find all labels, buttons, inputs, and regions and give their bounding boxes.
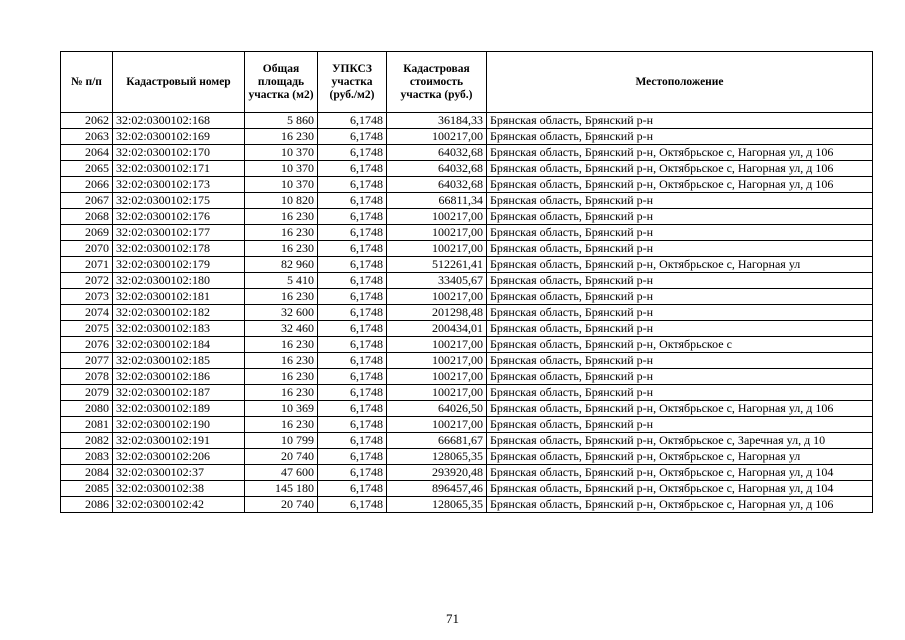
cell-cadastral-number: 32:02:0300102:176 — [113, 209, 245, 225]
cell-location: Брянская область, Брянский р-н — [487, 273, 873, 289]
cell-cadastral-number: 32:02:0300102:42 — [113, 497, 245, 513]
cell-cadastral-number: 32:02:0300102:186 — [113, 369, 245, 385]
cell-rate: 6,1748 — [318, 257, 387, 273]
table-row — [61, 225, 873, 241]
cell-cost: 100217,00 — [387, 385, 487, 401]
cell-cadastral-number: 32:02:0300102:182 — [113, 305, 245, 321]
cell-area: 20 740 — [245, 449, 318, 465]
cell-cadastral-number: 32:02:0300102:179 — [113, 257, 245, 273]
cell-location: Брянская область, Брянский р-н, Октябрьское с, Заречная ул, д 10 — [487, 433, 873, 449]
header-cadastral-number: Кадастровый номер — [113, 52, 245, 113]
cell-rate: 6,1748 — [318, 129, 387, 145]
table-row — [61, 145, 873, 161]
cell-area: 16 230 — [245, 225, 318, 241]
cell-rate: 6,1748 — [318, 177, 387, 193]
cell-area: 16 230 — [245, 241, 318, 257]
cell-num: 2067 — [61, 193, 113, 209]
cell-num: 2079 — [61, 385, 113, 401]
table-row — [61, 401, 873, 417]
cell-area: 16 230 — [245, 385, 318, 401]
cell-cadastral-number: 32:02:0300102:170 — [113, 145, 245, 161]
table-row — [61, 369, 873, 385]
cell-rate: 6,1748 — [318, 369, 387, 385]
cell-cost: 33405,67 — [387, 273, 487, 289]
cell-location: Брянская область, Брянский р-н — [487, 289, 873, 305]
cell-area: 16 230 — [245, 353, 318, 369]
cell-rate: 6,1748 — [318, 385, 387, 401]
cell-cost: 100217,00 — [387, 209, 487, 225]
cell-num: 2068 — [61, 209, 113, 225]
cell-num: 2085 — [61, 481, 113, 497]
cell-rate: 6,1748 — [318, 449, 387, 465]
table-row — [61, 481, 873, 497]
table-row — [61, 417, 873, 433]
cell-area: 16 230 — [245, 209, 318, 225]
cell-location: Брянская область, Брянский р-н — [487, 305, 873, 321]
cell-num: 2063 — [61, 129, 113, 145]
cell-num: 2071 — [61, 257, 113, 273]
cell-cost: 100217,00 — [387, 417, 487, 433]
cell-cadastral-number: 32:02:0300102:177 — [113, 225, 245, 241]
cell-cost: 128065,35 — [387, 497, 487, 513]
cell-location: Брянская область, Брянский р-н, Октябрьское с, Нагорная ул, д 106 — [487, 145, 873, 161]
table-row — [61, 177, 873, 193]
cell-location: Брянская область, Брянский р-н, Октябрьское с, Нагорная ул, д 104 — [487, 481, 873, 497]
cell-area: 5 860 — [245, 113, 318, 129]
cell-area: 145 180 — [245, 481, 318, 497]
cell-location: Брянская область, Брянский р-н, Октябрьское с, Нагорная ул, д 106 — [487, 497, 873, 513]
cell-area: 10 370 — [245, 161, 318, 177]
cell-cadastral-number: 32:02:0300102:171 — [113, 161, 245, 177]
cell-rate: 6,1748 — [318, 353, 387, 369]
cell-cost: 64032,68 — [387, 161, 487, 177]
cell-location: Брянская область, Брянский р-н — [487, 209, 873, 225]
cell-rate: 6,1748 — [318, 321, 387, 337]
cell-cadastral-number: 32:02:0300102:206 — [113, 449, 245, 465]
cell-cost: 100217,00 — [387, 289, 487, 305]
cell-cost: 201298,48 — [387, 305, 487, 321]
cell-rate: 6,1748 — [318, 193, 387, 209]
cell-num: 2086 — [61, 497, 113, 513]
cell-cost: 100217,00 — [387, 369, 487, 385]
cadastral-table — [60, 51, 873, 513]
cell-location: Брянская область, Брянский р-н — [487, 353, 873, 369]
cell-area: 5 410 — [245, 273, 318, 289]
cell-area: 10 369 — [245, 401, 318, 417]
cell-cadastral-number: 32:02:0300102:169 — [113, 129, 245, 145]
cell-cost: 64032,68 — [387, 145, 487, 161]
table-row — [61, 289, 873, 305]
cell-cadastral-number: 32:02:0300102:185 — [113, 353, 245, 369]
header-num: № п/п — [61, 52, 113, 113]
header-cost: Кадастровая стоимость участка (руб.) — [387, 52, 487, 113]
cell-location: Брянская область, Брянский р-н — [487, 417, 873, 433]
table-row — [61, 257, 873, 273]
cell-rate: 6,1748 — [318, 113, 387, 129]
cell-location: Брянская область, Брянский р-н — [487, 225, 873, 241]
cell-cadastral-number: 32:02:0300102:184 — [113, 337, 245, 353]
cell-cadastral-number: 32:02:0300102:178 — [113, 241, 245, 257]
cell-cost: 896457,46 — [387, 481, 487, 497]
cell-location: Брянская область, Брянский р-н, Октябрьское с, Нагорная ул, д 106 — [487, 401, 873, 417]
cell-num: 2084 — [61, 465, 113, 481]
table-row — [61, 497, 873, 513]
cell-area: 16 230 — [245, 129, 318, 145]
cell-num: 2075 — [61, 321, 113, 337]
cell-location: Брянская область, Брянский р-н — [487, 113, 873, 129]
cell-cadastral-number: 32:02:0300102:190 — [113, 417, 245, 433]
table-row — [61, 321, 873, 337]
page-number: 71 — [446, 611, 459, 626]
header-location: Местоположение — [487, 52, 873, 113]
cell-cost: 128065,35 — [387, 449, 487, 465]
cell-cost: 100217,00 — [387, 353, 487, 369]
table-row — [61, 273, 873, 289]
table-row — [61, 353, 873, 369]
cell-rate: 6,1748 — [318, 145, 387, 161]
cell-area: 10 799 — [245, 433, 318, 449]
cell-cost: 200434,01 — [387, 321, 487, 337]
cell-cadastral-number: 32:02:0300102:37 — [113, 465, 245, 481]
cell-cadastral-number: 32:02:0300102:175 — [113, 193, 245, 209]
cell-cadastral-number: 32:02:0300102:183 — [113, 321, 245, 337]
cell-location: Брянская область, Брянский р-н — [487, 193, 873, 209]
cell-cost: 100217,00 — [387, 337, 487, 353]
table-row — [61, 209, 873, 225]
cell-location: Брянская область, Брянский р-н — [487, 129, 873, 145]
cell-location: Брянская область, Брянский р-н, Октябрьское с, Нагорная ул, д 106 — [487, 177, 873, 193]
cell-area: 16 230 — [245, 289, 318, 305]
cell-cadastral-number: 32:02:0300102:180 — [113, 273, 245, 289]
cell-num: 2080 — [61, 401, 113, 417]
cell-area: 10 370 — [245, 177, 318, 193]
cell-cost: 100217,00 — [387, 241, 487, 257]
cell-cadastral-number: 32:02:0300102:189 — [113, 401, 245, 417]
cell-location: Брянская область, Брянский р-н — [487, 241, 873, 257]
table-row — [61, 433, 873, 449]
cell-rate: 6,1748 — [318, 465, 387, 481]
cell-area: 32 460 — [245, 321, 318, 337]
cell-rate: 6,1748 — [318, 161, 387, 177]
table-row — [61, 113, 873, 129]
cell-num: 2076 — [61, 337, 113, 353]
cell-rate: 6,1748 — [318, 417, 387, 433]
cell-area: 16 230 — [245, 337, 318, 353]
cell-num: 2078 — [61, 369, 113, 385]
cell-cost: 512261,41 — [387, 257, 487, 273]
cell-num: 2074 — [61, 305, 113, 321]
table-header-row — [61, 52, 873, 113]
table-row — [61, 129, 873, 145]
cell-location: Брянская область, Брянский р-н, Октябрьское с, Нагорная ул — [487, 449, 873, 465]
cell-cost: 100217,00 — [387, 225, 487, 241]
cell-cost: 64026,50 — [387, 401, 487, 417]
cell-location: Брянская область, Брянский р-н, Октябрьское с, Нагорная ул, д 104 — [487, 465, 873, 481]
cell-location: Брянская область, Брянский р-н — [487, 385, 873, 401]
cell-num: 2070 — [61, 241, 113, 257]
cell-area: 10 370 — [245, 145, 318, 161]
cell-area: 82 960 — [245, 257, 318, 273]
cell-num: 2082 — [61, 433, 113, 449]
table-row — [61, 465, 873, 481]
header-area: Общая площадь участка (м2) — [245, 52, 318, 113]
cell-cost: 64032,68 — [387, 177, 487, 193]
cell-cost: 100217,00 — [387, 129, 487, 145]
cell-cadastral-number: 32:02:0300102:191 — [113, 433, 245, 449]
cell-cost: 36184,33 — [387, 113, 487, 129]
header-rate: УПКСЗ участка (руб./м2) — [318, 52, 387, 113]
cell-location: Брянская область, Брянский р-н, Октябрьское с, Нагорная ул — [487, 257, 873, 273]
cell-num: 2069 — [61, 225, 113, 241]
cell-cadastral-number: 32:02:0300102:38 — [113, 481, 245, 497]
table-row — [61, 161, 873, 177]
cell-rate: 6,1748 — [318, 209, 387, 225]
table-row — [61, 193, 873, 209]
cell-num: 2072 — [61, 273, 113, 289]
cell-area: 47 600 — [245, 465, 318, 481]
table-row — [61, 241, 873, 257]
cell-rate: 6,1748 — [318, 481, 387, 497]
cell-cadastral-number: 32:02:0300102:168 — [113, 113, 245, 129]
cell-rate: 6,1748 — [318, 497, 387, 513]
cell-rate: 6,1748 — [318, 337, 387, 353]
cell-num: 2077 — [61, 353, 113, 369]
cell-cadastral-number: 32:02:0300102:187 — [113, 385, 245, 401]
cell-cost: 66811,34 — [387, 193, 487, 209]
cell-num: 2066 — [61, 177, 113, 193]
cell-area: 10 820 — [245, 193, 318, 209]
cell-location: Брянская область, Брянский р-н, Октябрьское с, Нагорная ул, д 106 — [487, 161, 873, 177]
cell-rate: 6,1748 — [318, 273, 387, 289]
cell-cost: 293920,48 — [387, 465, 487, 481]
cell-rate: 6,1748 — [318, 241, 387, 257]
cell-num: 2083 — [61, 449, 113, 465]
cell-cadastral-number: 32:02:0300102:173 — [113, 177, 245, 193]
cell-num: 2065 — [61, 161, 113, 177]
cell-area: 20 740 — [245, 497, 318, 513]
cell-rate: 6,1748 — [318, 289, 387, 305]
cell-area: 32 600 — [245, 305, 318, 321]
cell-num: 2081 — [61, 417, 113, 433]
cell-rate: 6,1748 — [318, 433, 387, 449]
cell-rate: 6,1748 — [318, 401, 387, 417]
cell-num: 2062 — [61, 113, 113, 129]
cell-cost: 66681,67 — [387, 433, 487, 449]
cell-num: 2073 — [61, 289, 113, 305]
cell-num: 2064 — [61, 145, 113, 161]
table-row — [61, 385, 873, 401]
table-row — [61, 449, 873, 465]
cell-location: Брянская область, Брянский р-н, Октябрьское с — [487, 337, 873, 353]
cell-location: Брянская область, Брянский р-н — [487, 321, 873, 337]
cell-rate: 6,1748 — [318, 305, 387, 321]
cell-location: Брянская область, Брянский р-н — [487, 369, 873, 385]
cell-rate: 6,1748 — [318, 225, 387, 241]
cell-area: 16 230 — [245, 369, 318, 385]
table-row — [61, 305, 873, 321]
cell-cadastral-number: 32:02:0300102:181 — [113, 289, 245, 305]
cell-area: 16 230 — [245, 417, 318, 433]
table-row — [61, 337, 873, 353]
